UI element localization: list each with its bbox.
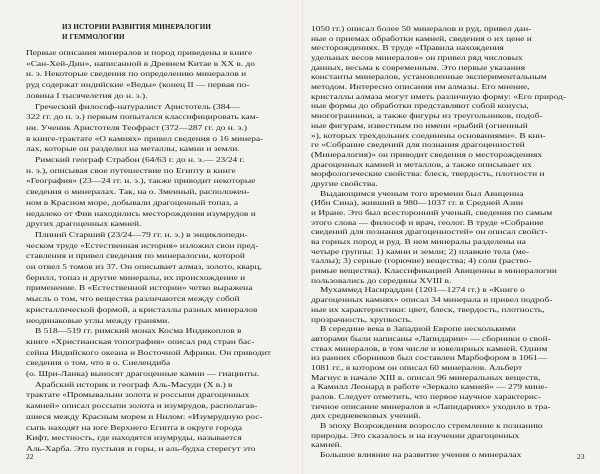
body-line: 1081 гг., в котором он описал 60 минералов. Альберт <box>311 362 523 372</box>
body-line: (Ибн Сина), живший в 980—1037 гг. в Средней Азии <box>311 198 523 208</box>
body-line: ге «Собрание сведений для познания драгоценностей <box>311 140 525 150</box>
section-heading: И ГЕММОЛОГИИ <box>62 32 125 41</box>
body-line: Греческий философ-натуралист Аристотель (384— <box>35 101 240 111</box>
body-line: ралов. Следует отметить, что первое научное характерис- <box>311 391 542 401</box>
body-line: шиеся между Красным морем и Нилом: «Изумрудную рос- <box>26 411 263 421</box>
body-line: четыре группы: 1) камни и земли; 2) плавкие тела (ме- <box>311 246 529 256</box>
body-line: методом. Интересно описания им алмазы. Его мнение, <box>311 82 530 92</box>
body-line: сведения о том, что в о. Сиелендиба <box>26 358 171 368</box>
body-line: Выдающимся ученым того времени был Авиценна <box>320 188 524 198</box>
body-line: «Сан-Хей-Дин», написанной в Древнем Китае в XX в. до <box>26 58 256 68</box>
body-line: (Минералогия)» он приводит сведения о месторождениях <box>311 149 543 159</box>
body-line: н. э. Некоторые сведения по определению минералов и <box>26 69 247 79</box>
body-line: Арабский историк и географ Аль-Масуди (X в.) в <box>35 379 233 389</box>
body-line: В 518—519 гг. римский монах Косма Индикоплов в <box>35 326 242 336</box>
body-line: в книге-трактате «О камнях» привел сведения о 16 минера- <box>26 133 264 143</box>
body-line: сейна Индийского океана и Восточной Африки. Он приводит <box>26 347 271 357</box>
page-number-right: 23 <box>577 452 585 461</box>
body-line: применение. В «Естественной истории» четко выражена <box>26 283 253 293</box>
body-line: камней. <box>311 440 343 450</box>
body-line: тичное описание минералов в «Лапидариях» уходило в тра- <box>311 401 551 411</box>
body-line: драгоценных камнях» описал 34 минерала и привел подроб- <box>311 295 553 305</box>
body-line: природы. Это сказалось и на изучении драгоценных <box>311 430 520 440</box>
body-line: берилл, топаз и другие минералы, их происхождение и <box>26 272 246 282</box>
body-line: прозрачность, хрупкость. <box>311 314 413 324</box>
body-line: ные их характеристики: цвет, блеск, твердость, плотность, <box>311 304 545 314</box>
body-line: кристаллической формой, а кристаллы разных минералов <box>26 304 258 314</box>
body-line: В эпоху Возрождения возросло стремление к познанию <box>320 421 543 431</box>
body-line: трактате «Промывальни золота и россыпи драгоценных <box>26 390 250 400</box>
body-line: «География» (23—24 гг. н. э.), также приводит некоторые <box>26 176 256 186</box>
body-line: н. э.), описывая свое путешествие по Египту в книге <box>26 165 236 175</box>
body-line: ческом труде «Естественная история» изложил свои пред- <box>26 240 259 250</box>
body-line: данных, весьма к современным. Это первые указания <box>311 62 526 72</box>
body-line: 1050 гг.) описал более 50 минералов и руд, привел дан- <box>311 24 532 33</box>
body-line: Большое влияние на развитие учения о минералах <box>320 450 522 460</box>
body-line: из ранних сборников был составлен Марбофором в 1061— <box>311 353 547 363</box>
body-line: авторами были написаны «Лапидарии» — сборники о свой- <box>311 333 551 343</box>
body-line: сыпь находят на юге Верхнего Египта в округе города <box>26 422 243 432</box>
body-line: ные фигурам, известным по имени «рыбий (огненный <box>311 120 528 130</box>
body-line: сведения о минералах. Так, на о. Змеиный, расположен- <box>26 187 250 197</box>
body-line: дих средневековых учений. <box>311 411 421 421</box>
section-heading: ИЗ ИСТОРИИ РАЗВИТИЯ МИНЕРАЛОГИИ <box>62 23 211 31</box>
body-line: Плиний Старший (23/24—79 гг. н. э.) в энциклопеди- <box>35 229 248 239</box>
body-line: ные формы до обработки представляют собой конусы, <box>311 101 529 111</box>
body-line: ловина I тысячелетия до н. э.). <box>26 90 148 100</box>
body-line: Магнус в начале XIII в. описал 96 минеральных веществ, <box>311 372 541 382</box>
body-line: неодинаковые углы между гранями. <box>26 315 170 325</box>
body-line: лах, которые он разделил на металлы, камни и земли. <box>26 144 240 154</box>
body-line: ставления и привел сведения по минералогии, которой <box>26 251 245 261</box>
body-line: пользовались до середины XVIII в. <box>311 275 452 285</box>
body-line: месторождениях. В труде «Правила нахождения <box>311 43 504 53</box>
body-line: ствах минералов, в том числе и ювелирных камней. Одним <box>311 343 548 353</box>
body-line: и Иране. Это был всесторонний ученый, сведения по самым <box>311 207 553 217</box>
body-line: ни. Ученик Аристотеля Теофраст (372—287 гг. до н. э.) <box>26 122 247 132</box>
page-number-left: 22 <box>26 452 34 461</box>
body-line: Первые описания минералов и пород приведены в книге <box>26 48 253 57</box>
body-line: римые вещества). Классификацией Авиценны в минералогии <box>311 266 557 276</box>
body-line: ные о приемах обработки камней, сведения о их цене и <box>311 33 532 43</box>
body-line: Мухаммед Насираддин (1201—1274 гг.) в «Книге о <box>320 285 525 295</box>
body-line: 322 гг. до н. э.) первым попытался классифицировать кам- <box>26 112 259 122</box>
body-line: камней» описал россыпи золота и изумрудов, располагав- <box>26 401 258 411</box>
body-line: других драгоценных камней. <box>26 219 142 229</box>
body-line: другие свойства. <box>311 178 378 188</box>
body-line: кристаллы алмаза могут иметь различную форму: «Его природ- <box>311 91 566 101</box>
body-line: сведений для познания драгоценностей» он описал свойст- <box>311 227 548 237</box>
body-line: удельных весов минералов» он привел ряд числовых <box>311 53 523 63</box>
body-line: Римский географ Страбон (64/63 г. до н. э.— 23/24 г. <box>35 155 245 164</box>
body-line: таллы); 3) серные (горючие) вещества; 4) соли (раство- <box>311 256 532 266</box>
body-line: Кифт, местность, где находятся изумруды, называется <box>26 433 242 443</box>
body-line: он отвел 5 томов из 37. Он описывает алмаз, золото, кварц, <box>26 262 262 271</box>
body-line: В середине века в Западной Европе несколькими <box>320 324 516 334</box>
body-line: многогранники, а также фигуры из треугольников, подоб- <box>311 111 543 121</box>
body-line: мысль о том, что вещества различаются между собой <box>26 294 240 304</box>
body-line: константы минералов, установленные экспериментальным <box>311 72 547 82</box>
body-line: »), которых трехдольних соединены основаниями». В кни- <box>311 130 546 140</box>
body-line: драгоценных камней и металлов, а также описывает их <box>311 159 532 169</box>
body-line: ва горных пород и руд. В нем минералы разделены на <box>311 237 526 247</box>
body-line: этого слова — философ и врач, геолог. В труде «Собрание <box>311 217 544 227</box>
body-line: морфологические свойства: блеск, твердость, плотности и <box>311 169 545 179</box>
page-gutter <box>302 0 303 474</box>
body-line: Аль-Харба. Это пустыня и горы, и аль-будха стерегут это <box>26 443 256 453</box>
body-line: а Камилл Леонард в работе «Зеркало камней» — 279 мине- <box>311 382 548 392</box>
body-line: (о. Шри-Ланка) выносят драгоценные камни — гиацинты. <box>26 369 260 378</box>
body-line: книге «Христианская топография» описал ряд стран бас- <box>26 336 255 346</box>
body-line: ном в Красном море, добывали драгоценный топаз, а <box>26 197 239 207</box>
body-line: недалеко от Фив находились месторождения изумрудов и <box>26 208 256 218</box>
body-line: руд содержат индийские «Веды» (конец II — первая по- <box>26 80 250 90</box>
